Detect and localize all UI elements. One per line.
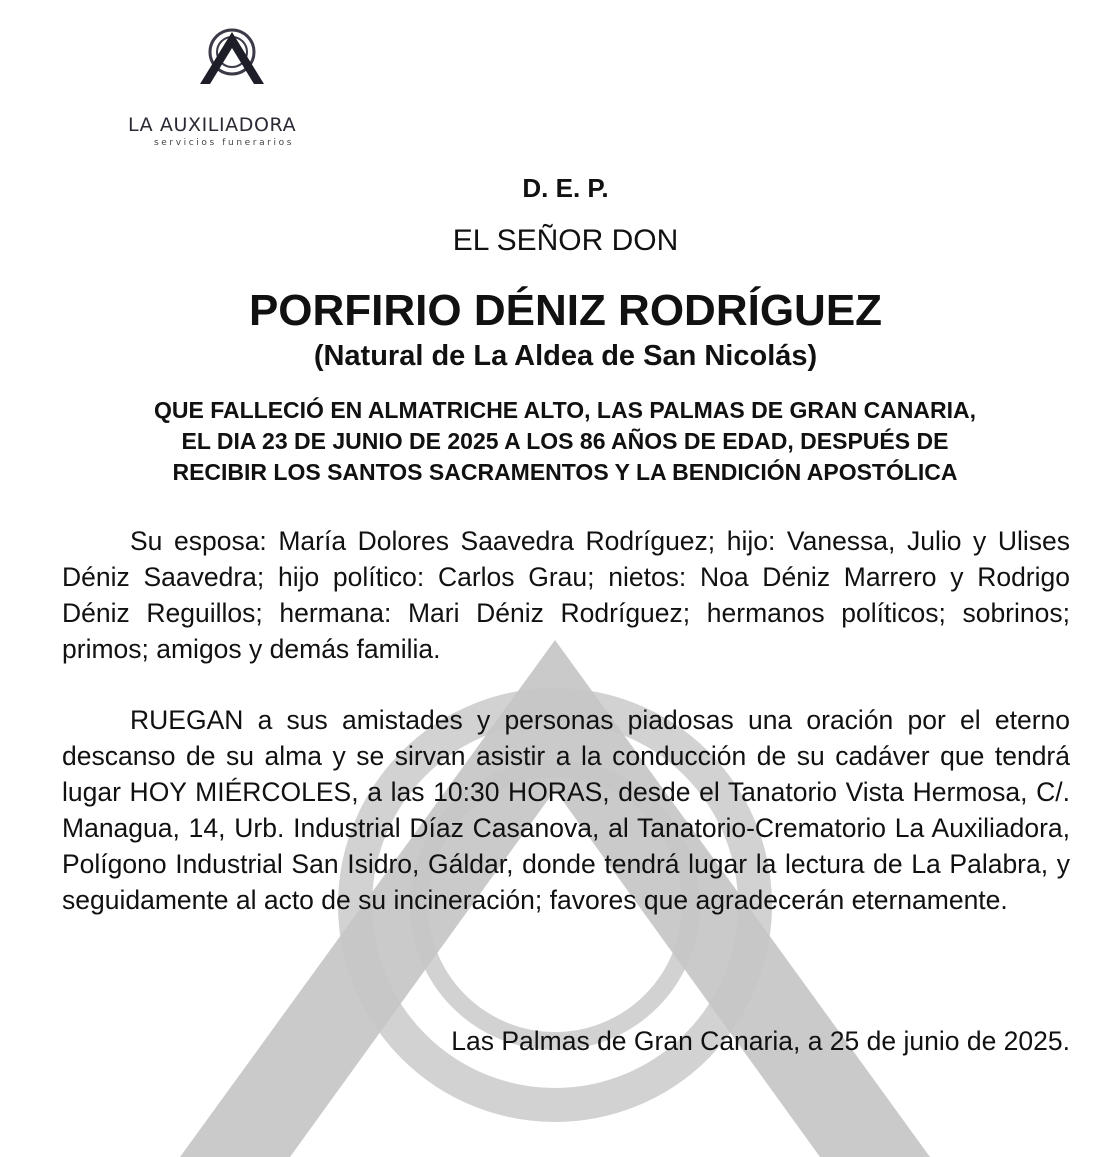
honorific-line: EL SEÑOR DON xyxy=(452,224,679,257)
arch-with-rings-logo-icon xyxy=(192,22,272,92)
dep-heading: D. E. P. xyxy=(522,173,609,203)
death-line: RECIBIR LOS SANTOS SACRAMENTOS Y LA BENDICIÓN APOSTÓLICA xyxy=(172,459,958,485)
family-paragraph: Su esposa: María Dolores Saavedra Rodríguez; hijo: Vanessa, Julio y Ulises Déniz Saavedra; hijo político: Carlos Grau; nietos: Noa Déniz Marrero y Rodrigo Déniz Reguillos; hermana: Mari Déniz Rodríguez; hermanos políticos; sobrinos; primos; amigos y demás familia. xyxy=(62,526,1070,664)
death-line: EL DIA 23 DE JUNIO DE 2025 A LOS 86 AÑOS DE EDAD, DESPUÉS DE xyxy=(181,428,949,454)
dateline: Las Palmas de Gran Canaria, a 25 de junio de 2025. xyxy=(451,1026,1070,1056)
death-announcement xyxy=(60,395,1070,488)
company-logo xyxy=(62,22,297,148)
death-line: QUE FALLECIÓ EN ALMATRICHE ALTO, LAS PALMAS DE GRAN CANARIA, xyxy=(153,397,977,423)
origin-line: (Natural de La Aldea de San Nicolás) xyxy=(313,340,818,372)
company-name: LA AUXILIADORA xyxy=(128,114,297,136)
deceased-name: PORFIRIO DÉNIZ RODRÍGUEZ xyxy=(248,286,883,335)
company-tagline: servicios funerarios xyxy=(154,138,294,148)
request-paragraph: RUEGAN a sus amistades y personas piadosas una oración por el eterno descanso de su alma y se sirvan asistir a la conducción de su cadáver que tendrá lugar HOY MIÉRCOLES, a las 10:30 HORAS, desde el Tanatorio Vista Hermosa, C/. Managua, 14, Urb. Industrial Díaz Casanova, al Tanatorio-Crematorio La Auxiliadora, Polígono Industrial San Isidro, Gáldar, donde tendrá lugar la lectura de La Palabra, y seguidamente al acto de su incineración; favores que agradecerán eternamente. xyxy=(62,705,1070,915)
